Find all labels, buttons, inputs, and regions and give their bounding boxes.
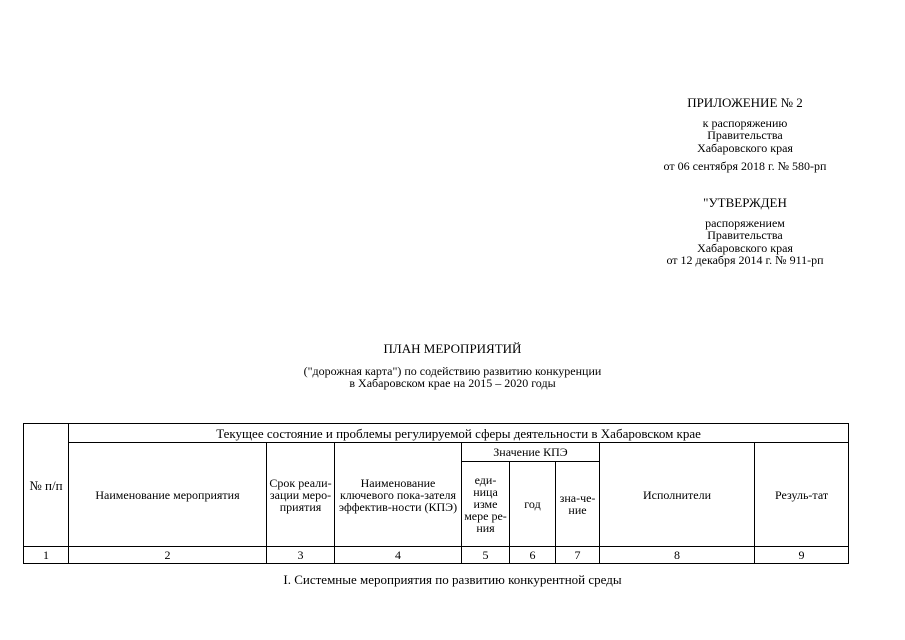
approved-line: от 12 декабря 2014 г. № 911-рп: [666, 253, 824, 268]
approved-line: распоряжением: [705, 215, 785, 230]
column-number: 3: [267, 547, 335, 564]
header-indicator: Наименование ключевого пока-зателя эффектив-ности (КПЭ): [335, 443, 462, 547]
plan-title: ПЛАН МЕРОПРИЯТИЙ: [383, 341, 522, 356]
appendix-line: к распоряжению: [702, 115, 788, 130]
column-number: 1: [24, 547, 69, 564]
column-number: 7: [556, 547, 600, 564]
header-term: Срок реали-зации меро-приятия: [267, 443, 335, 547]
header-num: № п/п: [24, 424, 69, 547]
column-number: 5: [462, 547, 510, 564]
header-executors: Исполнители: [600, 443, 755, 547]
table-top-header: Текущее состояние и проблемы регулируемой сферы деятельности в Хабаровском крае: [69, 424, 849, 443]
approved-line: Хабаровского края: [697, 240, 793, 255]
appendix-order: от 06 сентября 2018 г. № 580-рп: [663, 159, 827, 174]
plan-title-block: [0, 342, 905, 390]
appendix-line: Правительства: [707, 128, 783, 143]
approved-line: Правительства: [707, 228, 783, 243]
header-year: год: [510, 462, 556, 547]
column-number: 4: [335, 547, 462, 564]
section-title: I. Системные мероприятия по развитию конкурентной среды: [283, 572, 622, 587]
plan-subtitle-line: в Хабаровском крае на 2015 – 2020 годы: [349, 376, 556, 391]
plan-table: [23, 423, 849, 564]
approved-block: [600, 196, 890, 267]
appendix-block: [600, 96, 890, 173]
header-name: Наименование мероприятия: [69, 443, 267, 547]
column-number: 6: [510, 547, 556, 564]
appendix-line: Хабаровского края: [697, 140, 793, 155]
column-number: 2: [69, 547, 267, 564]
header-value: зна-че-ние: [556, 462, 600, 547]
appendix-title: ПРИЛОЖЕНИЕ № 2: [687, 95, 803, 110]
column-number: 9: [755, 547, 849, 564]
header-unit: еди-ница изме мере ре-ния: [462, 462, 510, 547]
header-kpe-group: Значение КПЭ: [462, 443, 600, 462]
column-number: 8: [600, 547, 755, 564]
approved-title: "УТВЕРЖДЕН: [703, 195, 787, 210]
plan-subtitle-line: ("дорожная карта") по содействию развитию конкуренции: [303, 363, 602, 378]
header-result: Резуль-тат: [755, 443, 849, 547]
